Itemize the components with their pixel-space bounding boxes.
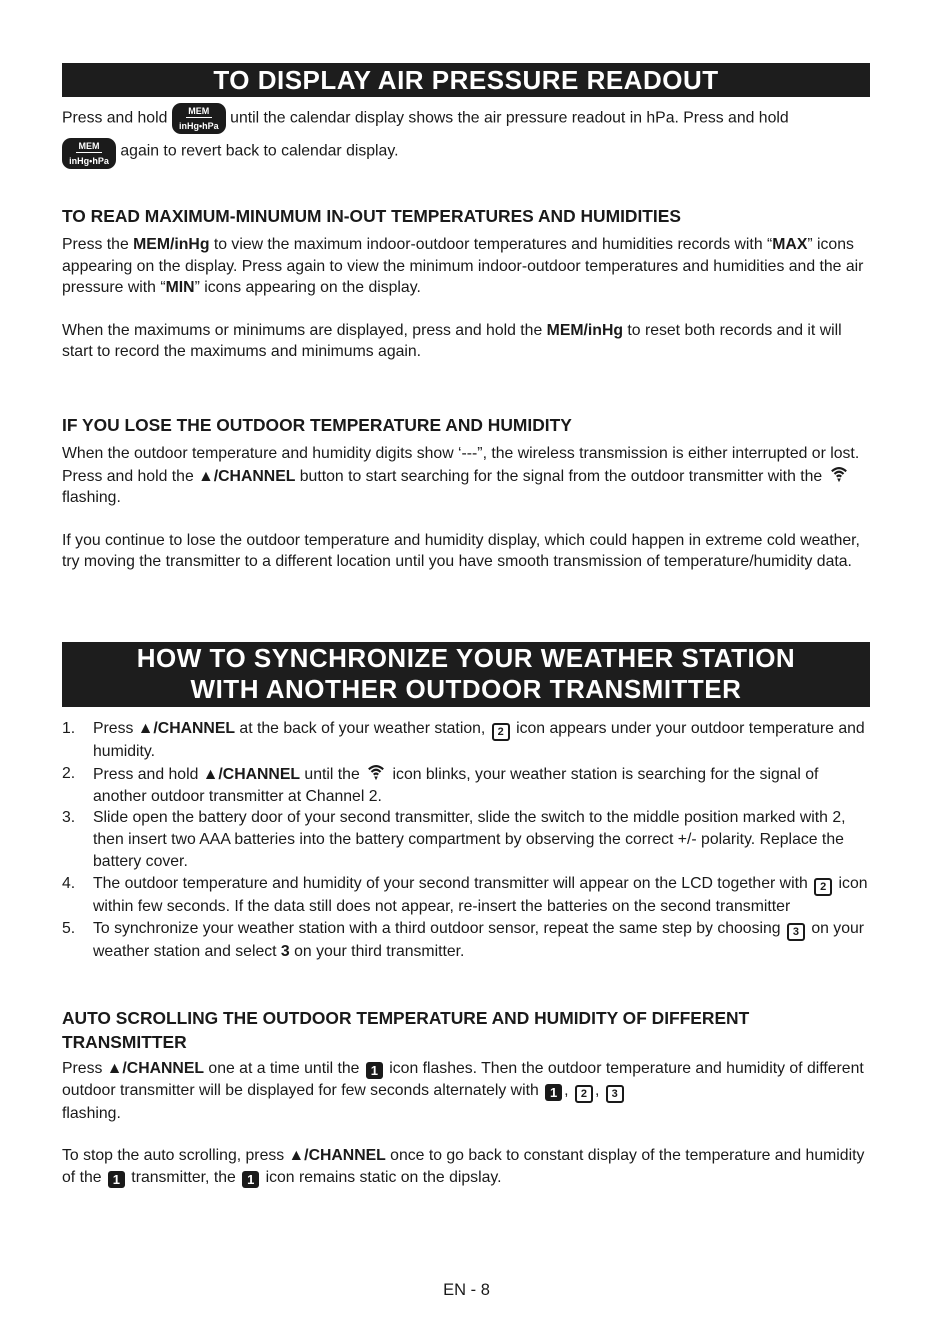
channel-2-icon: 2 (814, 878, 832, 896)
channel-3-icon: 3 (787, 923, 805, 941)
list-item: 4. The outdoor temperature and humidity of your second transmitter will appear on the LCD together with 2 icon within few seconds. If the data still does not appear, re-insert the batteries on the second transmitter (62, 874, 868, 915)
channel-3-icon: 3 (606, 1085, 624, 1103)
lose-signal-paragraph-2: If you continue to lose the outdoor temperature and humidity display, which could happen in extreme cold weather, try moving the transmitter to a different location until you have smooth transmission of temperature/humidity data. (62, 531, 860, 571)
wireless-signal-icon (830, 465, 848, 483)
air-pressure-paragraph: Press and hold MEM inHg•hPa until the calendar display shows the air pressure readout in hPa. Press and hold MEM inHg•hPa again to revert back to calendar display. (62, 103, 870, 169)
wireless-signal-icon (367, 763, 385, 781)
list-item: 2. Press and hold ▲/CHANNEL until the icon blinks, your weather station is searching for the signal of another outdoor transmitter at Channel 2. (62, 764, 819, 805)
auto-scroll-title: AUTO SCROLLING THE OUTDOOR TEMPERATURE AND HUMIDITY OF DIFFERENT TRANSMITTER (62, 1008, 750, 1052)
lose-signal-paragraph-1: When the outdoor temperature and humidity digits show ‘---”, the wireless transmission is either interrupted or lost. Press and hold the ▲/CHANNEL button to start searching for the signal from the outdoor transmitter with the flashing. (62, 445, 860, 507)
list-item: 1. Press ▲/CHANNEL at the back of your weather station, 2 icon appears under your outdoor temperature and humidity. (62, 720, 865, 760)
sync-steps (62, 718, 870, 962)
channel-1-icon: 1 (545, 1084, 562, 1101)
auto-scroll-section (62, 1006, 870, 1188)
mem-button-icon: MEM inHg•hPa (62, 138, 116, 169)
lose-signal-section (62, 413, 870, 573)
auto-scroll-paragraph-2: To stop the auto scrolling, press ▲/CHANNEL once to go back to constant display of the temperature and humidity of the 1 transmitter, the 1 icon remains static on the dipslay. (62, 1147, 865, 1187)
channel-1-icon: 1 (242, 1171, 259, 1188)
max-min-section (62, 204, 870, 363)
lose-signal-title: IF YOU LOSE THE OUTDOOR TEMPERATURE AND HUMIDITY (62, 415, 572, 435)
sync-banner: HOW TO SYNCHRONIZE YOUR WEATHER STATION WITH ANOTHER OUTDOOR TRANSMITTER (62, 642, 870, 707)
channel-1-icon: 1 (366, 1062, 383, 1079)
air-pressure-section (62, 103, 870, 169)
air-pressure-banner: TO DISPLAY AIR PRESSURE READOUT (62, 63, 870, 97)
max-min-title: TO READ MAXIMUM-MINUMUM IN-OUT TEMPERATURES AND HUMIDITIES (62, 206, 681, 226)
max-min-paragraph-2: When the maximums or minimums are displayed, press and hold the MEM/inHg to reset both records and it will start to record the maximums and minimums again. (62, 321, 842, 361)
list-item: 3. Slide open the battery door of your second transmitter, slide the switch to the middle position marked with 2, then insert two AAA batteries into the battery compartment by observing the correct +/- polarity. Replace the battery cover. (62, 809, 846, 870)
channel-2-icon: 2 (492, 723, 510, 741)
list-item: 5. To synchronize your weather station with a third outdoor sensor, repeat the same step by choosing 3 on your weather station and select 3 on your third transmitter. (62, 919, 865, 960)
channel-2-icon: 2 (575, 1085, 593, 1103)
max-min-paragraph-1: Press the MEM/inHg to view the maximum indoor-outdoor temperatures and humidities records with “MAX” icons appearing on the display. Press again to view the minimum indoor-outdoor temperatures and humidities and the air pressure with “MIN” icons appearing on the display. (62, 236, 864, 297)
page-number: EN - 8 (443, 1281, 490, 1299)
sync-section (62, 642, 870, 962)
auto-scroll-paragraph-1: Press ▲/CHANNEL one at a time until the 1 icon flashes. Then the outdoor temperature and humidity of different outdoor transmitter will be displayed for few seconds alternately with 1 , 2 , 3 flashing. (62, 1060, 864, 1122)
channel-1-icon: 1 (108, 1171, 125, 1188)
mem-button-icon: MEM inHg•hPa (172, 103, 226, 134)
manual-page (62, 63, 870, 1187)
